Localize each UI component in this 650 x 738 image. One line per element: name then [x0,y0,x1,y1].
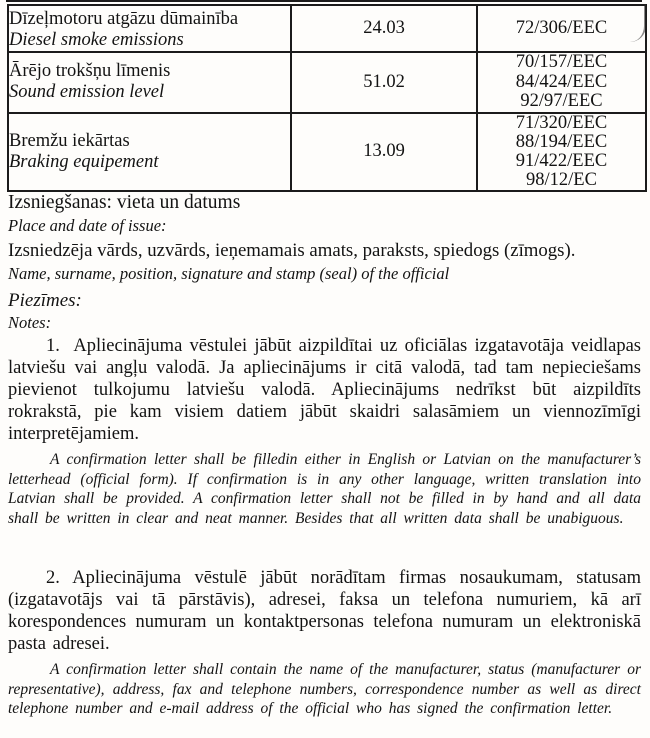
note-1-paragraph-lv: 1. Apliecinājuma vēstulei jābūt aizpildītai uz oficiālas izgatavotāja veidlapas latviešu vai angļu valodā. Ja apliecinājums ir citā valodā, tad tam nepieciešams pievienot tulkojumu latviešu valodā. Apliecinājums nedrīkst būt aizpildīts rokrakstā, pie kam visiem datiem jābūt skaidri salasāmiem un viennozīmīgi interpretējamiem. [8,336,641,444]
requirement-name-lv: Ārējo trokšņu līmenis [9,61,171,82]
approval-requirements-table [7,4,647,192]
official-signature-label-en: Name, surname, position, signature and stamp (seal) of the official [8,264,450,283]
notes-heading-en: Notes: [8,313,52,332]
requirement-cell [8,5,291,52]
requirement-cell [8,52,291,113]
table-top-rule [6,0,642,2]
requirement-name-en: Sound emission level [9,82,165,103]
directive-number: 70/157/EEC [515,52,608,72]
directives-cell [477,5,646,52]
requirement-cell [8,113,291,191]
directive-number: 71/320/EEC [515,112,608,133]
directive-number: 98/12/EC [526,169,597,190]
note-1-paragraph-en: A confirmation letter shall be filledin either in English or Latvian on the manufacturer’s letterhead (official form). If confirmation is in any other language, written translation into Latvian shall be provided. A confirmation letter shall not be filled in by hand and all data shall be written in clear and neat manner. Besides that all written data shall be unabiguous. [8,451,641,527]
requirement-name-en: Braking equipement [9,151,159,172]
directives-cell [477,113,646,191]
directive-number: 72/306/EEC [515,17,608,38]
requirement-code-cell: 13.09 [291,113,477,191]
directives-cell [477,52,646,113]
requirement-code-cell: 24.03 [291,5,477,52]
requirement-name-en: Diesel smoke emissions [9,30,184,50]
requirement-code-cell: 51.02 [291,52,477,113]
note-2-paragraph-lv: 2. Apliecinājuma vēstulē jābūt norādītam firmas nosaukumam, statusam (izgatavotājs vai tā pārstāvis), adresei, faksa un telefona numuriem, kā arī korespondences numuram un kontaktpersonas telefona numuram un elektroniskā pasta adresei. [8,568,641,654]
note-2-paragraph-en: A confirmation letter shall contain the name of the manufacturer, status (manufacturer or representative), address, fax and telephone numbers, correspondence number as well as direct telephone number and e-mail address of the official who has signed the confirmation letter. [8,661,641,718]
issue-place-date-label-lv: Izsniegšanas: vieta un datums [8,192,241,213]
directive-number: 88/194/EEC [515,131,608,152]
table-row [8,52,646,113]
requirement-name-lv: Dīzeļmotoru atgāzu dūmainība [9,9,239,29]
notes-heading-lv: Piezīmes: [8,290,82,311]
directive-number: 92/97/EEC [520,91,603,111]
issue-place-date-label-en: Place and date of issue: [8,216,167,235]
table-row [8,5,646,52]
official-signature-label-lv: Izsniedzēja vārds, uzvārds, ieņemamais amats, paraksts, spiedogs (zīmogs). [8,240,576,261]
requirement-name-lv: Bremžu iekārtas [9,130,130,151]
table-row [8,113,646,191]
directive-number: 84/424/EEC [515,71,608,92]
directive-number: 91/422/EEC [515,150,608,171]
